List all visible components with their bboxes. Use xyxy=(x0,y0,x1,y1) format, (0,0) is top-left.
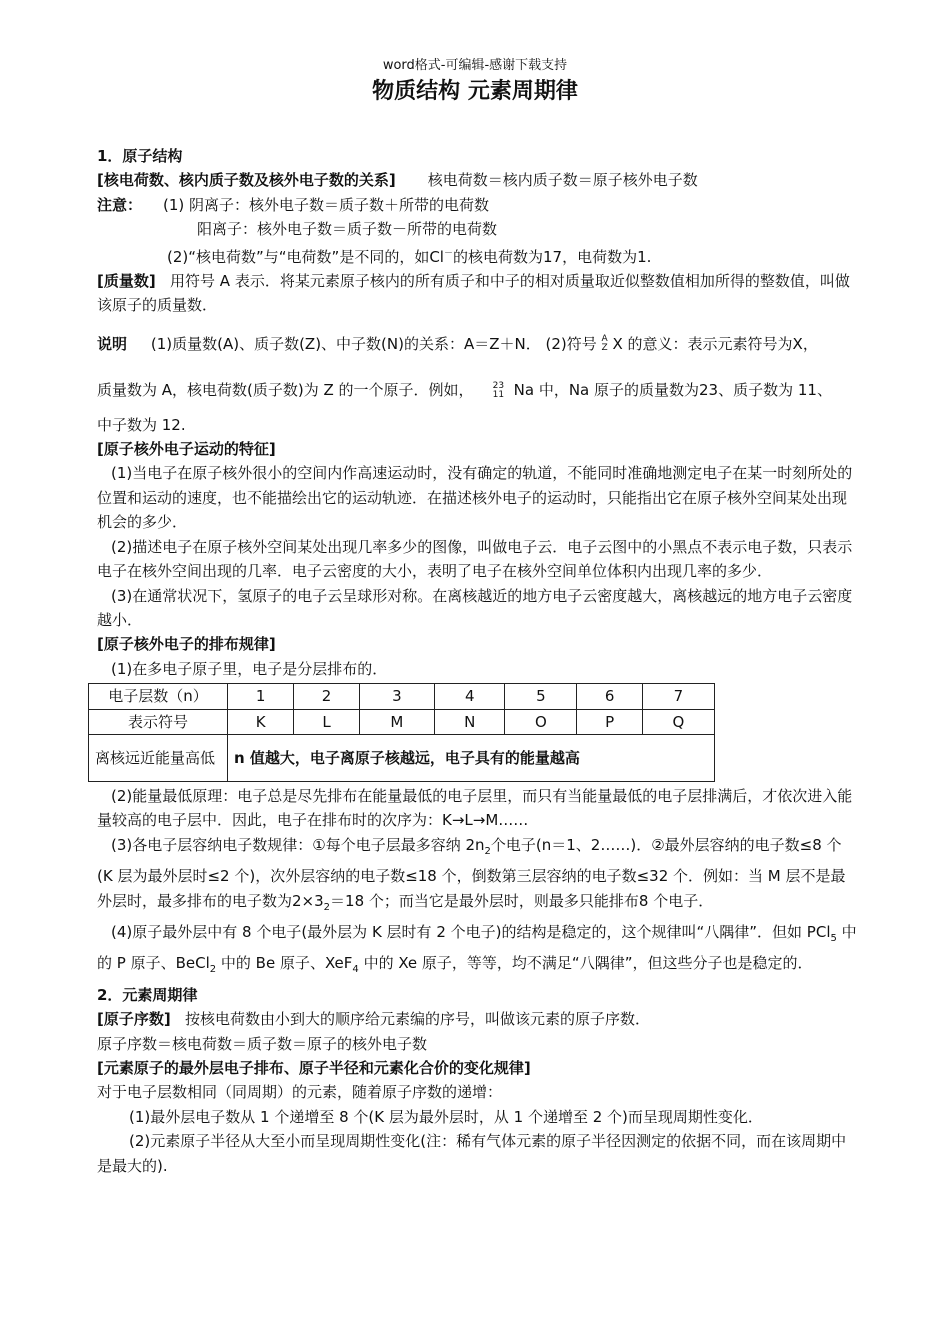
motion-paragraph-2: (2)描述电子在原子核外空间某处出现几率多少的图像，叫做电子云．电子云图中的小黑点不表示电子数，只表示电子在核外空间出现的几率．电子云密度的大小，表明了电子在核外空间单位体积内出现几率的多少． xyxy=(97,537,853,581)
page-title: 物质结构 元素周期律 xyxy=(372,79,578,104)
atomic-number-equation: 原子序数＝核电荷数＝质子数＝原子的核外电子数 xyxy=(97,1034,428,1053)
page-header: word格式-可编辑-感谢下载支持 xyxy=(382,58,568,73)
document-body xyxy=(97,144,857,1178)
table-cell: 7 xyxy=(642,684,714,709)
arr3-b: 个电子(n＝1、2……)．②最外层容纳的电子数≤8 个(K 层为最外层时≤2 个)，次外层容纳的电子数≤18 个，倒数第三层容纳的电子数≤32 个．例如：当 M 层不是最外层时，最多排布的电子数为2×3 xyxy=(97,835,846,910)
arr4-b: 中的 P 原子、BeCl xyxy=(97,922,857,973)
table-cell: N xyxy=(435,709,505,734)
isotope-Z: Z xyxy=(601,343,608,354)
note-cation: 阳离子：核外电子数＝质子数－所带的电荷数 xyxy=(197,220,498,239)
note2-text-a: (2)“核电荷数”与“电荷数”是不同的，如Cl xyxy=(167,247,444,266)
na-mass: 23 xyxy=(492,380,505,391)
rule-heading: [元素原子的最外层电子排布、原子半径和元素化合价的变化规律] xyxy=(97,1059,531,1077)
table-cell: 1 xyxy=(228,684,294,709)
explanation-e: 中子数为 12. xyxy=(97,415,186,434)
note-label: 注意： xyxy=(97,195,143,214)
table-cell: Q xyxy=(642,709,714,734)
arr3-sub2: 2 xyxy=(323,901,331,913)
mass-text: 用符号 A 表示．将某元素原子核内的所有质子和中子的相对质量取近似整数值相加所得的整数值，叫做该原子的质量数． xyxy=(97,272,850,315)
table-cell: M xyxy=(359,709,434,734)
arr4-d: 中的 Xe 原子，等等，均不满足“八隅律”，但这些分子也是稳定的． xyxy=(358,954,813,973)
atomic-number-line xyxy=(97,1007,857,1031)
arrangement-2: (2)能量最低原理：电子总是尽先排布在能量最低的电子层里，而只有当能量最低的电子层排满后，才依次进入能量较高的电子层中．因此，电子在排布时的次序为：K→L→M…… xyxy=(97,786,853,830)
note-line-2 xyxy=(97,242,857,269)
arr3-sub1: 2 xyxy=(484,845,491,857)
explanation-label: 说明 xyxy=(97,334,128,353)
explanation-c: 质量数为 A，核电荷数(质子数)为 Z 的一个原子．例如， xyxy=(97,381,474,400)
arrangement-3 xyxy=(97,833,857,920)
table-cell: P xyxy=(577,709,642,734)
atomic-number-label: [原子序数] xyxy=(97,1010,171,1029)
note2-superscript: － xyxy=(443,248,453,259)
arr4-c: 中的 Be 原子、XeF xyxy=(216,954,353,973)
table-cell: n 值越大，电子离原子核越远，电子具有的能量越高 xyxy=(228,734,715,781)
na-atomic: 11 xyxy=(492,389,505,400)
table-cell: 6 xyxy=(577,684,642,709)
section2-heading: 2．元素周期律 xyxy=(97,985,198,1004)
note-anion: (1) 阴离子：核外电子数＝质子数＋所带的电荷数 xyxy=(163,195,490,214)
section1-heading: 1．原子结构 xyxy=(97,147,183,165)
motion-paragraph-1: (1)当电子在原子核外很小的空间内作高速运动时，没有确定的轨道，不能同时准确地测定电子在某一时刻所处的位置和运动的速度，也不能描绘出它的运动轨迹．在描述核外电子的运动时，只能指出它在原子核外空间某处出现机会的多少． xyxy=(97,464,853,532)
arr4-sub1: 5 xyxy=(830,932,837,944)
relation-line xyxy=(97,168,857,192)
arr4-sub3: 4 xyxy=(352,964,359,976)
arr3-a: (3)各电子层容纳电子数规律：①每个电子层最多容纳 2n xyxy=(111,835,485,854)
isotope-symbol xyxy=(602,335,608,353)
atomic-number-text: 按核电荷数由小到大的顺序给元素编的序号，叫做该元素的原子序数． xyxy=(185,1010,651,1029)
table-row xyxy=(89,684,715,709)
rule-intro: 对于电子层数相同（同周期）的元素，随着原子序数的递增： xyxy=(97,1083,503,1102)
table-cell: 表示符号 xyxy=(89,709,228,734)
note2-text-b: 的核电荷数为17，电荷数为1. xyxy=(453,247,652,266)
table-row xyxy=(89,709,715,734)
mass-label: [质量数] xyxy=(97,272,156,291)
arr3-c: ＝18 个；而当它是最外层时，则最多只能排布8 个电子． xyxy=(330,891,714,910)
motion-paragraph-3: (3)在通常状况下，氢原子的电子云呈球形对称。在离核越近的地方电子云密度越大，离核越远的地方电子云密度越小． xyxy=(97,586,853,629)
explanation-line-1 xyxy=(97,332,857,356)
explanation-d: Na 中，Na 原子的质量数为23、质子数为 11、 xyxy=(513,381,832,400)
rule-2: (2)元素原子半径从大至小而呈现周期性变化(注：稀有气体元素的原子半径因测定的依据不同，而在该周期中是最大的). xyxy=(97,1132,847,1175)
table-row xyxy=(89,734,715,781)
explanation-b: X 的意义：表示元素符号为X， xyxy=(612,334,818,353)
relation-label: [核电荷数、核内质子数及核外电子数的关系] xyxy=(97,171,396,190)
arr4-a: (4)原子最外层中有 8 个电子(最外层为 K 层时有 2 个电子)的结构是稳定的，这个规律叫“八隅律”．但如 PCl xyxy=(111,922,831,941)
table-cell: 5 xyxy=(505,684,577,709)
table-cell: L xyxy=(294,709,359,734)
arrangement-heading: [原子核外电子的排布规律] xyxy=(97,635,276,654)
rule-1: (1)最外层电子数从 1 个递增至 8 个(K 层为最外层时，从 1 个递增至 2 个)而呈现周期性变化． xyxy=(129,1107,763,1126)
table-cell: 电子层数（n） xyxy=(89,684,228,709)
motion-heading: [原子核外电子运动的特征] xyxy=(97,440,276,459)
table-cell: O xyxy=(505,709,577,734)
arrangement-1: (1)在多电子原子里，电子是分层排布的． xyxy=(111,659,388,678)
isotope-A: A xyxy=(601,334,608,345)
electron-shell-table xyxy=(88,683,715,782)
table-cell: 离核远近能量高低 xyxy=(89,734,228,781)
table-cell: K xyxy=(228,709,294,734)
relation-equation: 核电荷数＝核内质子数＝原子核外电子数 xyxy=(427,171,698,190)
arr4-sub2: 2 xyxy=(209,964,217,976)
table-cell: 2 xyxy=(294,684,359,709)
na-isotope xyxy=(493,382,504,400)
mass-number-paragraph xyxy=(97,269,857,318)
explanation-line-2 xyxy=(97,378,857,402)
note-line-1 xyxy=(97,193,857,217)
table-cell: 3 xyxy=(359,684,434,709)
explanation-a: (1)质量数(A)、质子数(Z)、中子数(N)的关系：A＝Z＋N． (2)符号 xyxy=(150,334,597,353)
arrangement-4 xyxy=(97,920,857,983)
table-cell: 4 xyxy=(435,684,505,709)
